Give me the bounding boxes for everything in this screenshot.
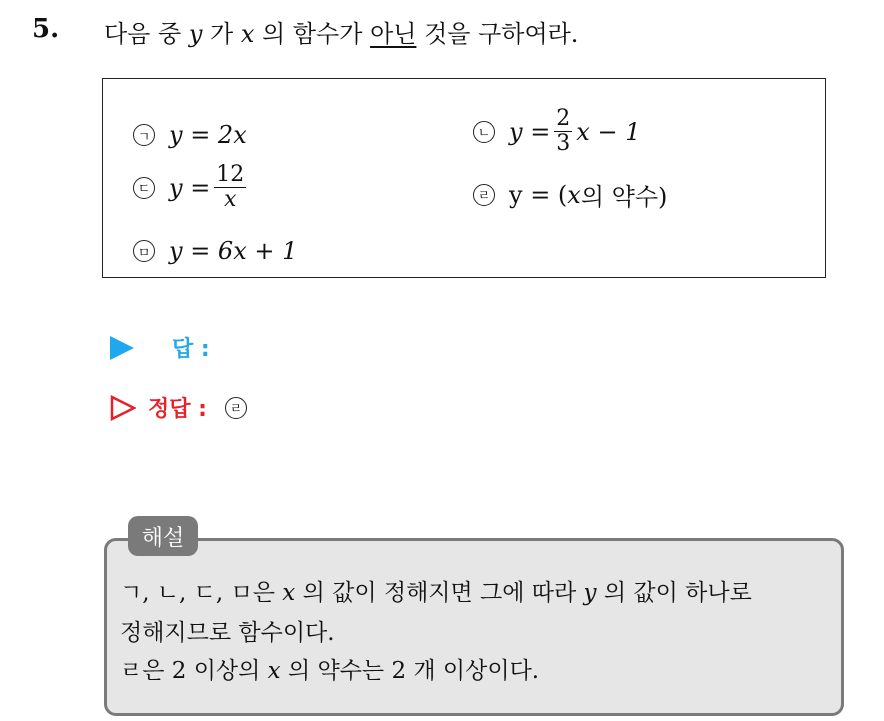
question-text [104,14,578,49]
explanation-line-3 [120,652,539,685]
choice-1-expr: y = 2x [169,121,247,149]
explanation-line1-var-x: x [282,580,296,606]
choice-3 [133,163,250,212]
choice-3-denominator: x [224,187,237,213]
choice-2 [473,107,640,156]
correct-answer-marker: ㄹ [225,397,247,419]
explanation-line3-text-b: 의 약수는 2 개 이상이다. [287,658,540,684]
choice-2-lhs: y = [509,117,551,146]
choice-4-marker: ㄹ [473,184,495,206]
question-text-mid1: 가 [210,20,234,48]
choice-2-rhs: x − 1 [576,117,641,146]
explanation-line3-var-x: x [267,658,281,684]
question-text-after: 것을 구하여라. [424,20,579,48]
play-triangle-icon [110,336,134,360]
choice-2-numerator: 2 [556,106,571,131]
question-underlined: 아닌 [370,20,417,48]
explanation-line1-var-y: y [583,580,597,606]
explanation-line1-text-b: 의 값이 정해지면 그에 따라 [302,580,577,606]
correct-answer-row [110,392,247,423]
explanation-line3-text-a: 은 2 이상의 [142,658,261,684]
question-number: 5. [32,14,60,44]
explanation-line3-marker: ㄹ [120,658,143,684]
choice-5-expr: y = 6x + 1 [169,237,298,265]
choice-4-lhs: y = ( [509,180,568,209]
explanation-line1-text-c: 의 값이 하나로 [603,580,752,606]
explanation-markers: ㄱ, ㄴ, ㄷ, ㅁ [120,580,253,606]
choice-2-fraction [554,107,572,156]
choice-2-marker: ㄴ [473,121,495,143]
choice-3-lhs: y = [169,173,211,202]
outline-triangle-icon [110,395,136,421]
explanation-line1-text-a: 은 [252,580,275,606]
choice-4-var: x [567,180,581,209]
question-var-x: x [240,20,255,48]
choices-box [102,78,826,278]
choice-5 [133,237,297,265]
choice-5-marker: ㅁ [133,240,155,262]
question-var-y: y [188,20,203,48]
answer-row [110,332,210,363]
choice-3-fraction [214,163,246,212]
question-text-mid2: 의 함수가 [262,20,363,48]
explanation-tab: 해설 [128,516,198,556]
choice-2-denominator: 3 [556,131,571,157]
choice-4 [473,177,667,212]
explanation-line-2: 정해지므로 함수이다. [120,620,335,646]
correct-answer-label: 정답 : [148,397,207,422]
question-text-before: 다음 중 [104,20,182,48]
explanation-line-1 [120,574,752,607]
choice-4-rhs: 의 약수) [580,183,668,211]
choice-3-marker: ㄷ [133,177,155,199]
answer-label: 답 : [172,337,210,362]
choice-1-marker: ㄱ [133,124,155,146]
choice-3-numerator: 12 [216,162,245,187]
choice-1 [133,121,247,149]
